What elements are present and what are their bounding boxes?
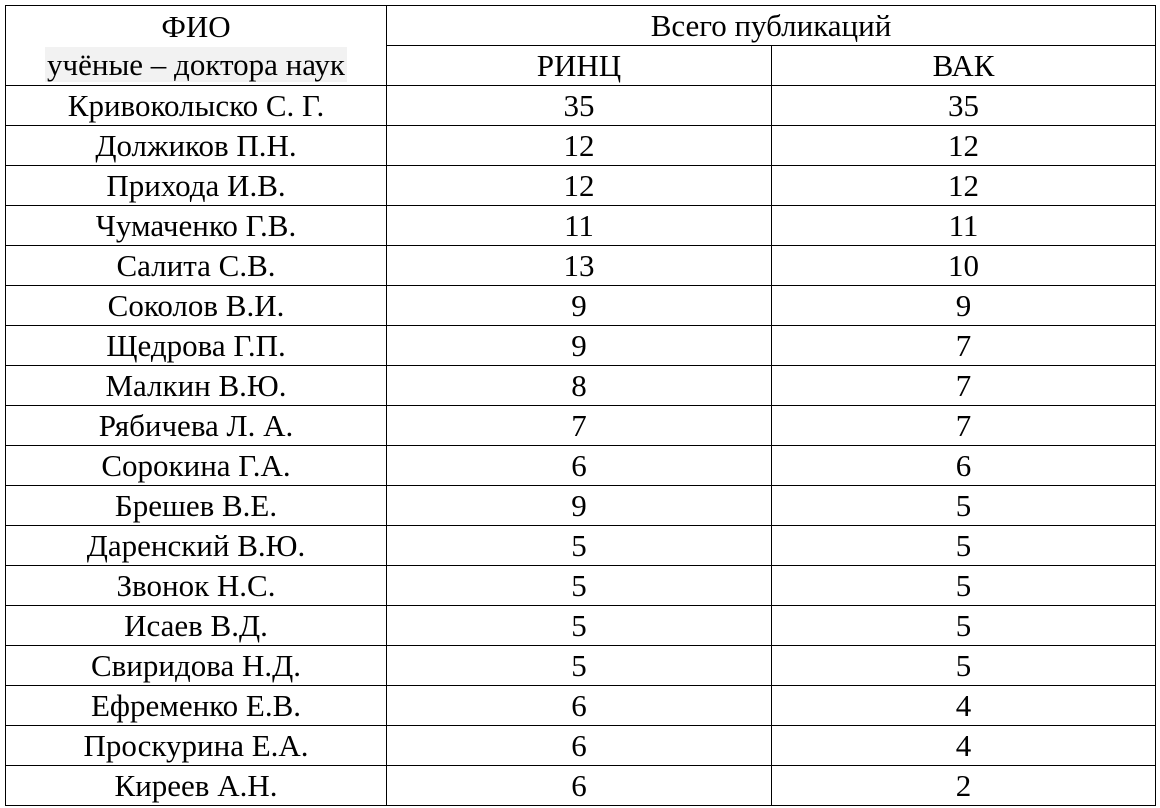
cell-vak: 12 xyxy=(772,166,1156,206)
cell-vak: 11 xyxy=(772,206,1156,246)
table-row xyxy=(6,326,1156,366)
cell-name: Должиков П.Н. xyxy=(6,126,387,166)
cell-name: Звонок Н.С. xyxy=(6,566,387,606)
cell-name: Даренский В.Ю. xyxy=(6,526,387,566)
cell-vak: 4 xyxy=(772,726,1156,766)
cell-vak: 5 xyxy=(772,526,1156,566)
header-row-top xyxy=(6,6,1156,46)
header-name-subtitle: учёные – доктора наук xyxy=(47,47,345,82)
cell-rinc: 6 xyxy=(387,446,772,486)
cell-name: Малкин В.Ю. xyxy=(6,366,387,406)
cell-vak: 7 xyxy=(772,406,1156,446)
cell-vak: 10 xyxy=(772,246,1156,286)
cell-vak: 12 xyxy=(772,126,1156,166)
cell-rinc: 6 xyxy=(387,766,772,806)
cell-rinc: 7 xyxy=(387,406,772,446)
cell-rinc: 9 xyxy=(387,486,772,526)
table-row xyxy=(6,606,1156,646)
cell-rinc: 5 xyxy=(387,526,772,566)
cell-name: Исаев В.Д. xyxy=(6,606,387,646)
cell-rinc: 9 xyxy=(387,286,772,326)
table-row xyxy=(6,566,1156,606)
header-col-vak: ВАК xyxy=(772,46,1156,86)
table-body xyxy=(6,86,1156,806)
cell-name: Чумаченко Г.В. xyxy=(6,206,387,246)
header-col-rinc: РИНЦ xyxy=(387,46,772,86)
cell-rinc: 11 xyxy=(387,206,772,246)
cell-vak: 2 xyxy=(772,766,1156,806)
publications-table xyxy=(5,5,1156,806)
cell-vak: 6 xyxy=(772,446,1156,486)
cell-name: Щедрова Г.П. xyxy=(6,326,387,366)
cell-rinc: 12 xyxy=(387,126,772,166)
table-row xyxy=(6,286,1156,326)
cell-name: Сорокина Г.А. xyxy=(6,446,387,486)
cell-vak: 7 xyxy=(772,326,1156,366)
cell-name: Рябичева Л. А. xyxy=(6,406,387,446)
table-row xyxy=(6,446,1156,486)
cell-vak: 5 xyxy=(772,486,1156,526)
cell-name: Свиридова Н.Д. xyxy=(6,646,387,686)
header-group-title: Всего публикаций xyxy=(387,6,1156,46)
cell-name: Ефременко Е.В. xyxy=(6,686,387,726)
cell-rinc: 5 xyxy=(387,646,772,686)
cell-vak: 5 xyxy=(772,566,1156,606)
table-row xyxy=(6,526,1156,566)
header-name-cell xyxy=(6,6,387,86)
cell-vak: 7 xyxy=(772,366,1156,406)
table-row xyxy=(6,486,1156,526)
cell-rinc: 5 xyxy=(387,606,772,646)
cell-name: Кривоколыско С. Г. xyxy=(6,86,387,126)
table-row xyxy=(6,206,1156,246)
table-row xyxy=(6,366,1156,406)
cell-vak: 35 xyxy=(772,86,1156,126)
table-row xyxy=(6,766,1156,806)
cell-name: Прихода И.В. xyxy=(6,166,387,206)
cell-rinc: 13 xyxy=(387,246,772,286)
cell-rinc: 6 xyxy=(387,726,772,766)
table-row xyxy=(6,406,1156,446)
cell-rinc: 9 xyxy=(387,326,772,366)
table-row xyxy=(6,686,1156,726)
cell-rinc: 6 xyxy=(387,686,772,726)
cell-vak: 5 xyxy=(772,606,1156,646)
cell-rinc: 8 xyxy=(387,366,772,406)
cell-vak: 9 xyxy=(772,286,1156,326)
header-name-title: ФИО xyxy=(161,9,231,44)
cell-rinc: 12 xyxy=(387,166,772,206)
cell-name: Проскурина Е.А. xyxy=(6,726,387,766)
cell-rinc: 35 xyxy=(387,86,772,126)
table-row xyxy=(6,166,1156,206)
table-row xyxy=(6,126,1156,166)
cell-name: Брешев В.Е. xyxy=(6,486,387,526)
table-row xyxy=(6,246,1156,286)
table-row xyxy=(6,86,1156,126)
cell-vak: 5 xyxy=(772,646,1156,686)
table-row xyxy=(6,726,1156,766)
cell-rinc: 5 xyxy=(387,566,772,606)
cell-name: Салита С.В. xyxy=(6,246,387,286)
table-row xyxy=(6,646,1156,686)
cell-name: Киреев А.Н. xyxy=(6,766,387,806)
cell-vak: 4 xyxy=(772,686,1156,726)
cell-name: Соколов В.И. xyxy=(6,286,387,326)
